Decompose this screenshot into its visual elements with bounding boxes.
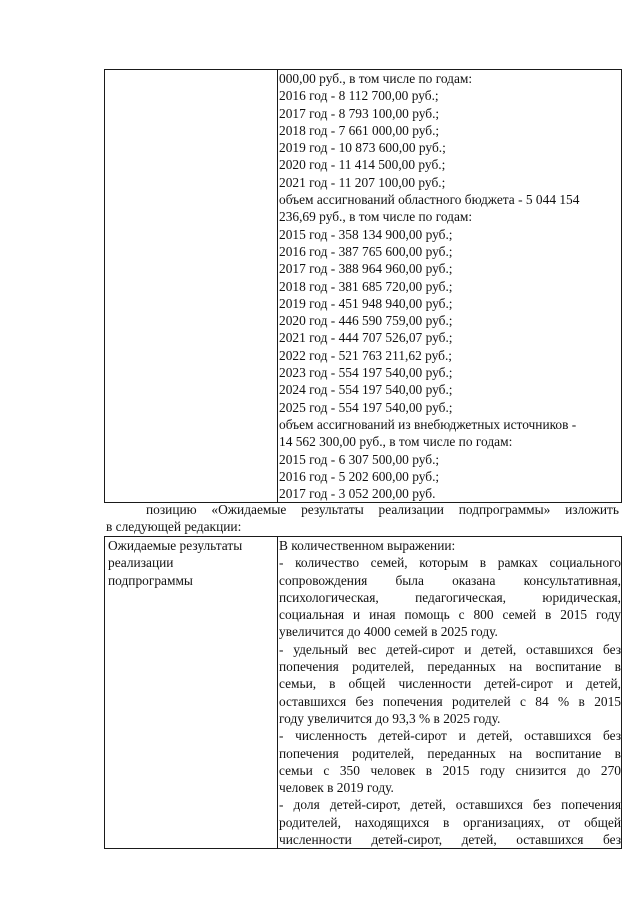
result-line: попечения родителей, переданных на воспитание в xyxy=(279,745,621,761)
funding-line: 2018 год - 381 685 720,00 руб.; xyxy=(279,278,453,294)
label-line: реализации xyxy=(108,555,174,571)
funding-line: 14 562 300,00 руб., в том числе по годам: xyxy=(279,434,513,450)
result-line: социальная и иная помощь с 800 семей в 2015 году xyxy=(279,607,621,623)
funding-line: 2019 год - 10 873 600,00 руб.; xyxy=(279,140,446,156)
funding-line: 2024 год - 554 197 540,00 руб.; xyxy=(279,382,453,398)
expected-results-table xyxy=(104,536,622,849)
funding-line: 2023 год - 554 197 540,00 руб.; xyxy=(279,365,453,381)
result-line: человек в 2019 году. xyxy=(279,780,394,796)
funding-line: 236,69 руб., в том числе по годам: xyxy=(279,209,473,225)
result-line: численности детей-сирот, детей, оставшихся без xyxy=(279,832,621,848)
result-line: психологическая, педагогическая, юридическая, xyxy=(279,589,621,605)
expected-results-label-cell xyxy=(105,537,278,849)
result-line: семьи с 350 человек в 2015 году снизится до 270 xyxy=(279,762,621,778)
funding-line: 2021 год - 11 207 100,00 руб.; xyxy=(279,174,446,190)
funding-line: 2018 год - 7 661 000,00 руб.; xyxy=(279,122,440,138)
label-line: Ожидаемые результаты xyxy=(108,538,243,553)
funding-line: объем ассигнований из внебюджетных источников - xyxy=(279,416,577,432)
result-line: увеличится до 4000 семей в 2025 году. xyxy=(279,624,498,640)
funding-line: 2017 год - 388 964 960,00 руб.; xyxy=(279,261,453,277)
funding-values-cell xyxy=(278,70,622,503)
funding-line: 2021 год - 444 707 526,07 руб.; xyxy=(279,330,453,346)
funding-line: 2017 год - 3 052 200,00 руб. xyxy=(279,486,436,502)
funding-line: 2022 год - 521 763 211,62 руб.; xyxy=(279,347,453,363)
result-line: оставшихся без попечения родителей с 84 % в 2015 xyxy=(279,693,621,709)
expected-results-text-cell xyxy=(278,537,622,849)
funding-line: 2015 год - 6 307 500,00 руб.; xyxy=(279,451,440,467)
instruction-paragraph-line2: в следующей редакции: xyxy=(106,519,242,534)
funding-label-cell xyxy=(105,70,278,503)
result-line: - численность детей-сирот и детей, оставшихся без xyxy=(279,728,621,744)
result-line: сопровождения была оказана консультативная, xyxy=(279,572,621,588)
expected-results-row xyxy=(105,537,622,849)
result-line: семьи, в общей численности детей-сирот и детей, xyxy=(279,676,621,692)
funding-line: 2020 год - 446 590 759,00 руб.; xyxy=(279,313,453,329)
label-line: подпрограммы xyxy=(108,572,193,588)
funding-table xyxy=(104,69,622,503)
result-line: попечения родителей, переданных на воспитание в xyxy=(279,659,621,675)
result-line: - доля детей-сирот, детей, оставшихся без попечения xyxy=(279,797,621,813)
instruction-paragraph-line1: позицию «Ожидаемые результаты реализации подпрограммы» изложить xyxy=(146,502,619,517)
funding-line: 2025 год - 554 197 540,00 руб.; xyxy=(279,399,453,415)
funding-line: 2019 год - 451 948 940,00 руб.; xyxy=(279,295,453,311)
funding-line: 2020 год - 11 414 500,00 руб.; xyxy=(279,157,446,173)
result-line: - количество семей, которым в рамках социального xyxy=(279,555,621,571)
funding-line: 000,00 руб., в том числе по годам: xyxy=(279,71,473,86)
result-line: - удельный вес детей-сирот и детей, оставшихся без xyxy=(279,641,621,657)
result-line: В количественном выражении: xyxy=(279,538,456,553)
funding-line: объем ассигнований областного бюджета - 5 044 154 xyxy=(279,192,580,208)
funding-line: 2016 год - 387 765 600,00 руб.; xyxy=(279,243,453,259)
funding-line: 2017 год - 8 793 100,00 руб.; xyxy=(279,105,440,121)
funding-line: 2015 год - 358 134 900,00 руб.; xyxy=(279,226,453,242)
funding-row xyxy=(105,70,622,503)
funding-line: 2016 год - 5 202 600,00 руб.; xyxy=(279,468,440,484)
result-line: году увеличится до 93,3 % в 2025 году. xyxy=(279,710,501,726)
funding-line: 2016 год - 8 112 700,00 руб.; xyxy=(279,88,439,104)
result-line: родителей, находящихся в организациях, от общей xyxy=(279,814,621,830)
